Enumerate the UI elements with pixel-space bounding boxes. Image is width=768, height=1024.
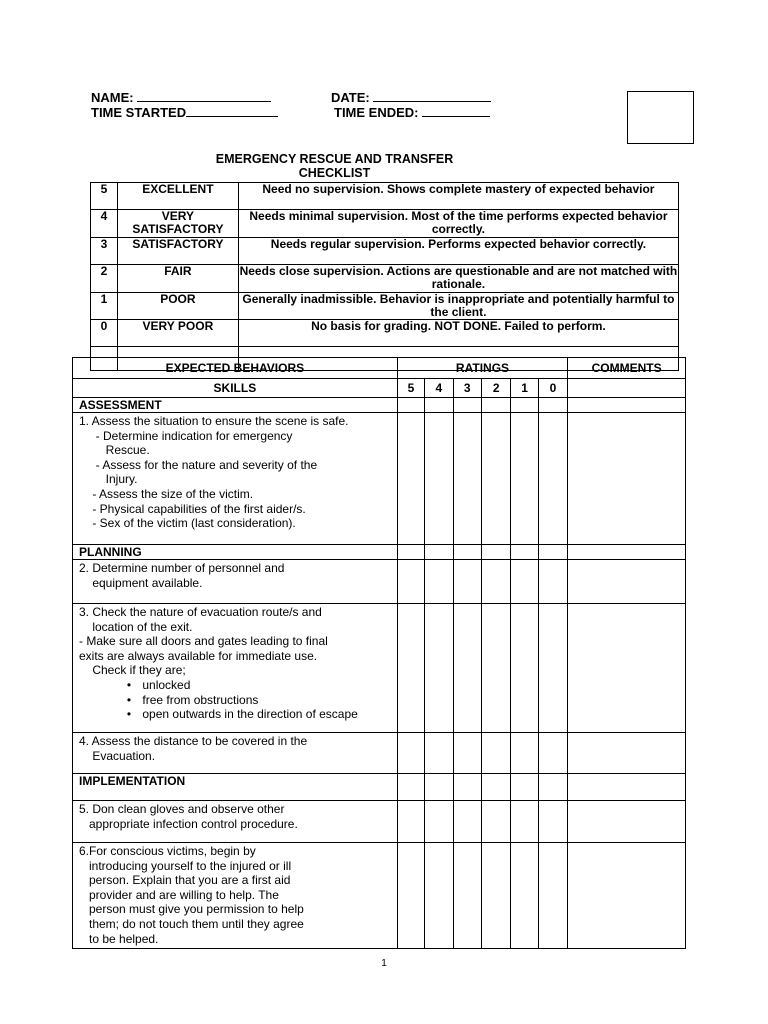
comment-cell[interactable] bbox=[568, 843, 686, 949]
rating-cell[interactable] bbox=[538, 413, 567, 545]
rating-cell[interactable] bbox=[397, 604, 424, 733]
ratings-header: RATINGS bbox=[397, 358, 567, 379]
rating-cell[interactable] bbox=[397, 843, 424, 949]
rating-0-header: 0 bbox=[538, 379, 567, 398]
rating-cell[interactable] bbox=[425, 604, 453, 733]
section-assessment: ASSESSMENT bbox=[73, 398, 398, 413]
legend-label: POOR bbox=[117, 292, 238, 319]
table-row bbox=[73, 413, 686, 545]
legend-desc: Need no supervision. Shows complete mastery of expected behavior bbox=[238, 183, 678, 210]
legend-score: 3 bbox=[91, 237, 118, 264]
item-4: 4. Assess the distance to be covered in the Evacuation. bbox=[73, 733, 398, 774]
rating-cell[interactable] bbox=[425, 413, 453, 545]
date-label: DATE: bbox=[331, 90, 370, 105]
section-implementation: IMPLEMENTATION bbox=[73, 774, 398, 801]
rating-cell[interactable] bbox=[397, 560, 424, 604]
rating-cell[interactable] bbox=[511, 733, 538, 774]
section-planning: PLANNING bbox=[73, 545, 398, 560]
checklist-title bbox=[192, 152, 477, 180]
rating-cell[interactable] bbox=[425, 801, 453, 843]
table-row bbox=[73, 801, 686, 843]
rating-cell[interactable] bbox=[538, 560, 567, 604]
rating-cell[interactable] bbox=[397, 733, 424, 774]
rating-cell[interactable] bbox=[425, 560, 453, 604]
skills-row bbox=[73, 379, 686, 398]
item-6: 6.For conscious victims, begin by introducing yourself to the injured or ill person. Explain that you are a first aid provider and are willing to help. The person must give you permission to help them; do not touch them until they agree to be helped. bbox=[73, 843, 398, 949]
table-row bbox=[73, 604, 686, 733]
rating-cell[interactable] bbox=[538, 843, 567, 949]
rating-cell[interactable] bbox=[453, 413, 481, 545]
table-row bbox=[73, 560, 686, 604]
rating-cell[interactable] bbox=[538, 733, 567, 774]
legend-desc: Generally inadmissible. Behavior is inappropriate and potentially harmful to the client. bbox=[238, 292, 678, 319]
name-blank[interactable] bbox=[137, 90, 271, 102]
rating-cell[interactable] bbox=[425, 843, 453, 949]
time-started-field bbox=[91, 105, 278, 120]
time-started-label: TIME STARTED bbox=[91, 105, 187, 120]
rating-cell[interactable] bbox=[453, 604, 481, 733]
rating-cell[interactable] bbox=[511, 560, 538, 604]
rating-cell[interactable] bbox=[453, 733, 481, 774]
rating-cell[interactable] bbox=[425, 733, 453, 774]
comments-header: COMMENTS bbox=[568, 358, 686, 379]
expected-behaviors-header: EXPECTED BEHAVIORS bbox=[73, 358, 398, 379]
legend-score: 5 bbox=[91, 183, 118, 210]
legend-desc: Needs minimal supervision. Most of the time performs expected behavior correctly. bbox=[238, 210, 678, 237]
time-started-blank[interactable] bbox=[186, 105, 278, 117]
rating-cell[interactable] bbox=[538, 801, 567, 843]
legend-score: 1 bbox=[91, 292, 118, 319]
checklist-table bbox=[72, 357, 686, 949]
comment-cell[interactable] bbox=[568, 413, 686, 545]
rating-1-header: 1 bbox=[511, 379, 538, 398]
table-row bbox=[73, 733, 686, 774]
legend-label: EXCELLENT bbox=[117, 183, 238, 210]
rating-5-header: 5 bbox=[397, 379, 424, 398]
comment-cell[interactable] bbox=[568, 560, 686, 604]
item-5: 5. Don clean gloves and observe other appropriate infection control procedure. bbox=[73, 801, 398, 843]
name-field bbox=[91, 90, 271, 105]
rating-cell[interactable] bbox=[511, 843, 538, 949]
legend-score: 4 bbox=[91, 210, 118, 237]
section-row bbox=[73, 774, 686, 801]
rating-cell[interactable] bbox=[511, 604, 538, 733]
time-ended-blank[interactable] bbox=[422, 105, 490, 117]
rating-cell[interactable] bbox=[481, 843, 510, 949]
legend-label: VERY POOR bbox=[117, 319, 238, 346]
rating-cell[interactable] bbox=[511, 413, 538, 545]
legend-label: VERY SATISFACTORY bbox=[117, 210, 238, 237]
rating-4-header: 4 bbox=[425, 379, 453, 398]
date-blank[interactable] bbox=[373, 90, 491, 102]
table-row bbox=[73, 843, 686, 949]
item-2: 2. Determine number of personnel and equipment available. bbox=[73, 560, 398, 604]
header-row bbox=[73, 358, 686, 379]
legend-row bbox=[91, 237, 679, 264]
rating-cell[interactable] bbox=[511, 801, 538, 843]
rating-cell[interactable] bbox=[481, 604, 510, 733]
time-ended-field bbox=[334, 105, 490, 120]
rating-cell[interactable] bbox=[481, 413, 510, 545]
rating-legend-table bbox=[90, 182, 679, 371]
legend-desc: Needs regular supervision. Performs expected behavior correctly. bbox=[238, 237, 678, 264]
rating-cell[interactable] bbox=[481, 801, 510, 843]
section-row bbox=[73, 545, 686, 560]
legend-row bbox=[91, 210, 679, 237]
title-line-1: EMERGENCY RESCUE AND TRANSFER bbox=[215, 152, 454, 166]
skills-header: SKILLS bbox=[73, 379, 398, 398]
rating-cell[interactable] bbox=[453, 801, 481, 843]
legend-row bbox=[91, 319, 679, 346]
rating-3-header: 3 bbox=[453, 379, 481, 398]
legend-label: SATISFACTORY bbox=[117, 237, 238, 264]
legend-row bbox=[91, 292, 679, 319]
rating-cell[interactable] bbox=[538, 604, 567, 733]
date-field bbox=[331, 90, 491, 105]
comment-cell[interactable] bbox=[568, 801, 686, 843]
name-label: NAME: bbox=[91, 90, 134, 105]
rating-cell[interactable] bbox=[481, 560, 510, 604]
page-number: 1 bbox=[381, 958, 387, 969]
title-line-2: CHECKLIST bbox=[298, 166, 371, 180]
legend-score: 0 bbox=[91, 319, 118, 346]
legend-row bbox=[91, 265, 679, 292]
legend-desc: No basis for grading. NOT DONE. Failed to perform. bbox=[238, 319, 678, 346]
legend-desc: Needs close supervision. Actions are questionable and are not matched with rationale. bbox=[239, 264, 678, 292]
legend-row bbox=[91, 183, 679, 210]
rating-cell[interactable] bbox=[481, 733, 510, 774]
item-1: 1. Assess the situation to ensure the scene is safe. - Determine indication for emergency Rescue. - Assess for the nature and severity of the Injury. - Assess the size of the victim. - Physical capabilities of the first aider/s. - Sex of the victim (last consideration). bbox=[73, 413, 398, 545]
legend-label: FAIR bbox=[117, 265, 238, 292]
item-3: 3. Check the nature of evacuation route/s and location of the exit. - Make sure all doors and gates leading to final exits are always available for immediate use. Check if they are; • unlocked • free from obstructions • open outwards in the direction of escape bbox=[73, 604, 398, 733]
score-box[interactable] bbox=[627, 91, 694, 144]
comment-cell[interactable] bbox=[568, 733, 686, 774]
rating-cell[interactable] bbox=[397, 413, 424, 545]
rating-cell[interactable] bbox=[453, 560, 481, 604]
rating-2-header: 2 bbox=[481, 379, 510, 398]
rating-cell[interactable] bbox=[453, 843, 481, 949]
comment-cell[interactable] bbox=[568, 604, 686, 733]
rating-cell[interactable] bbox=[397, 801, 424, 843]
time-ended-label: TIME ENDED: bbox=[334, 105, 419, 120]
section-row bbox=[73, 398, 686, 413]
legend-score: 2 bbox=[91, 265, 118, 292]
